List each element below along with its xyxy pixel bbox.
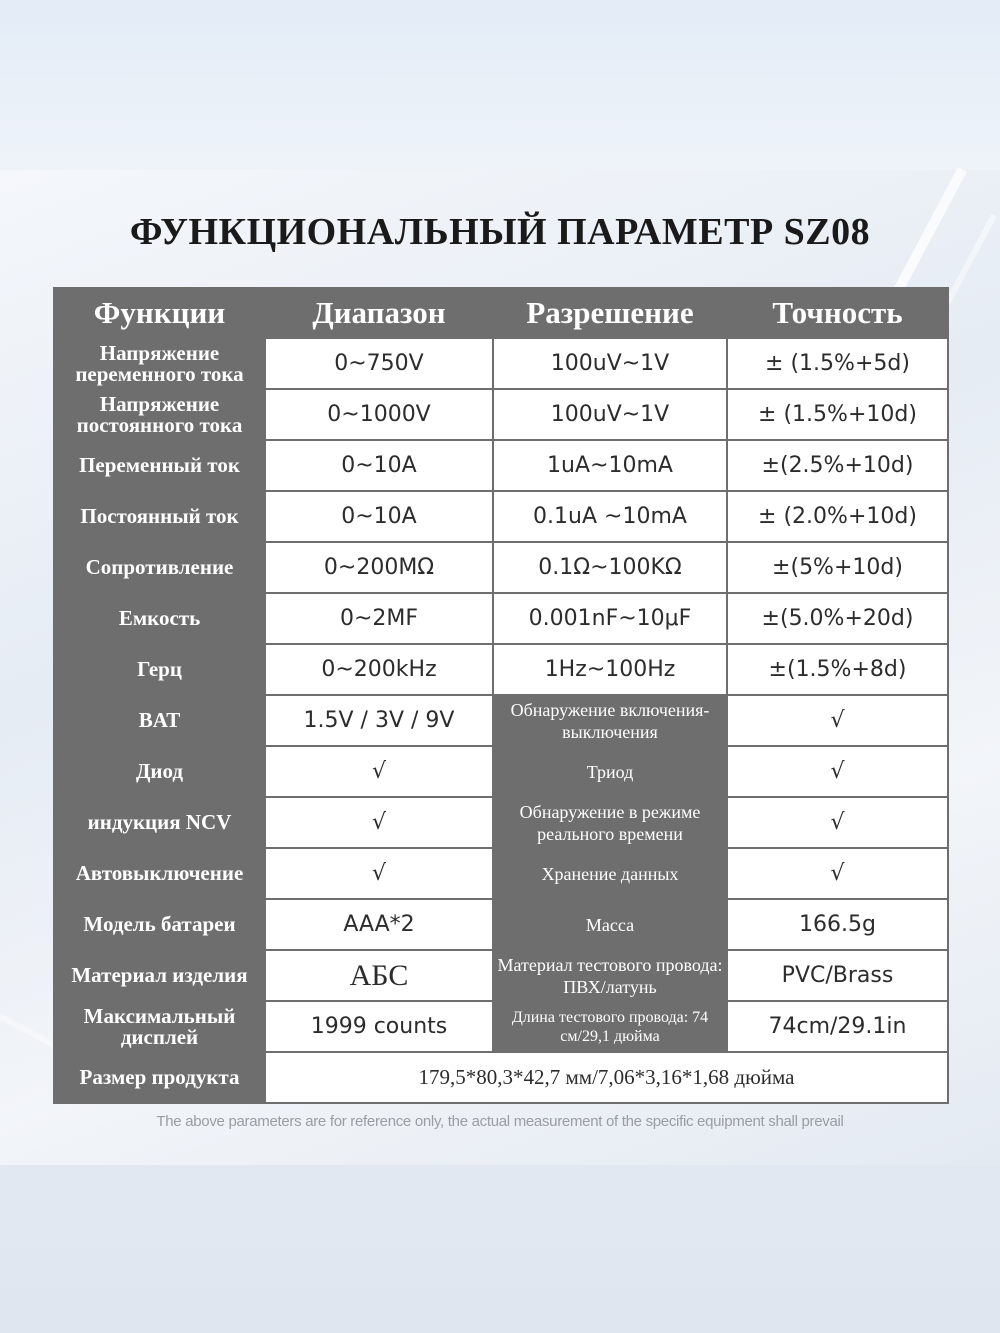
range-value: 0~10A [265,440,493,491]
feature-row [54,695,948,746]
feature-row [54,1001,948,1052]
resolution-value: 0.001nF~10μF [493,593,727,644]
accuracy-value: ±(5.0%+20d) [727,593,948,644]
function-label: Постоянный ток [54,491,265,542]
feature-value: АБС [265,950,493,1001]
feature-value: √ [265,848,493,899]
feature-row [54,899,948,950]
footnote: The above parameters are for reference only, the actual measurement of the specific equipment shall prevail [156,1113,844,1130]
header-accuracy: Точность [727,288,948,338]
feature-label: Модель батареи [54,899,265,950]
size-value: 179,5*80,3*42,7 мм/7,06*3,16*1,68 дюйма [265,1052,948,1103]
function-label: Герц [54,644,265,695]
resolution-value: 1uA~10mA [493,440,727,491]
feature-value: PVC/Brass [727,950,948,1001]
table-header-row [54,288,948,338]
feature-value: 1.5V / 3V / 9V [265,695,493,746]
header-functions: Функции [54,288,265,338]
feature-label: Материал тестового провода: ПВХ/латунь [493,950,727,1001]
feature-label: Обнаружение включения-выключения [493,695,727,746]
feature-row [54,950,948,1001]
feature-value: √ [265,746,493,797]
feature-label: Материал изделия [54,950,265,1001]
function-label: Напряжение переменного тока [54,338,265,389]
range-value: 0~1000V [265,389,493,440]
feature-label: Диод [54,746,265,797]
function-label: Напряжение постоянного тока [54,389,265,440]
accuracy-value: ±(5%+10d) [727,542,948,593]
table-row [54,644,948,695]
feature-value: AAA*2 [265,899,493,950]
table-row [54,389,948,440]
feature-value: 74cm/29.1in [727,1001,948,1052]
feature-label: Хранение данных [493,848,727,899]
feature-label: индукция NCV [54,797,265,848]
accuracy-value: ±(2.5%+10d) [727,440,948,491]
accuracy-value: ± (1.5%+5d) [727,338,948,389]
function-label: Переменный ток [54,440,265,491]
size-label: Размер продукта [54,1052,265,1103]
feature-label: Максимальный дисплей [54,1001,265,1052]
spec-table [53,287,949,1104]
feature-value: 1999 counts [265,1001,493,1052]
feature-label: Масса [493,899,727,950]
accuracy-value: ± (1.5%+10d) [727,389,948,440]
resolution-value: 0.1Ω~100KΩ [493,542,727,593]
feature-label: BAT [54,695,265,746]
range-value: 0~200MΩ [265,542,493,593]
feature-value: √ [727,797,948,848]
table-row [54,491,948,542]
resolution-value: 0.1uA ~10mA [493,491,727,542]
feature-label: Автовыключение [54,848,265,899]
resolution-value: 100uV~1V [493,389,727,440]
feature-label: Обнаружение в режиме реального времени [493,797,727,848]
feature-label: Триод [493,746,727,797]
accuracy-value: ±(1.5%+8d) [727,644,948,695]
size-row [54,1052,948,1103]
feature-value: √ [727,695,948,746]
function-label: Сопротивление [54,542,265,593]
range-value: 0~2MF [265,593,493,644]
table-row [54,593,948,644]
feature-value: √ [727,848,948,899]
range-value: 0~750V [265,338,493,389]
table-row [54,542,948,593]
table-row [54,338,948,389]
header-range: Диапазон [265,288,493,338]
page-title: ФУНКЦИОНАЛЬНЫЙ ПАРАМЕТР SZ08 [129,211,871,253]
table-row [54,440,948,491]
feature-value: √ [265,797,493,848]
feature-label: Длина тестового провода: 74 см/29,1 дюйма [493,1001,727,1052]
range-value: 0~200kHz [265,644,493,695]
feature-value: √ [727,746,948,797]
feature-row [54,746,948,797]
feature-row [54,848,948,899]
resolution-value: 1Hz~100Hz [493,644,727,695]
feature-row [54,797,948,848]
header-resolution: Разрешение [493,288,727,338]
accuracy-value: ± (2.0%+10d) [727,491,948,542]
range-value: 0~10A [265,491,493,542]
function-label: Емкость [54,593,265,644]
resolution-value: 100uV~1V [493,338,727,389]
feature-value: 166.5g [727,899,948,950]
